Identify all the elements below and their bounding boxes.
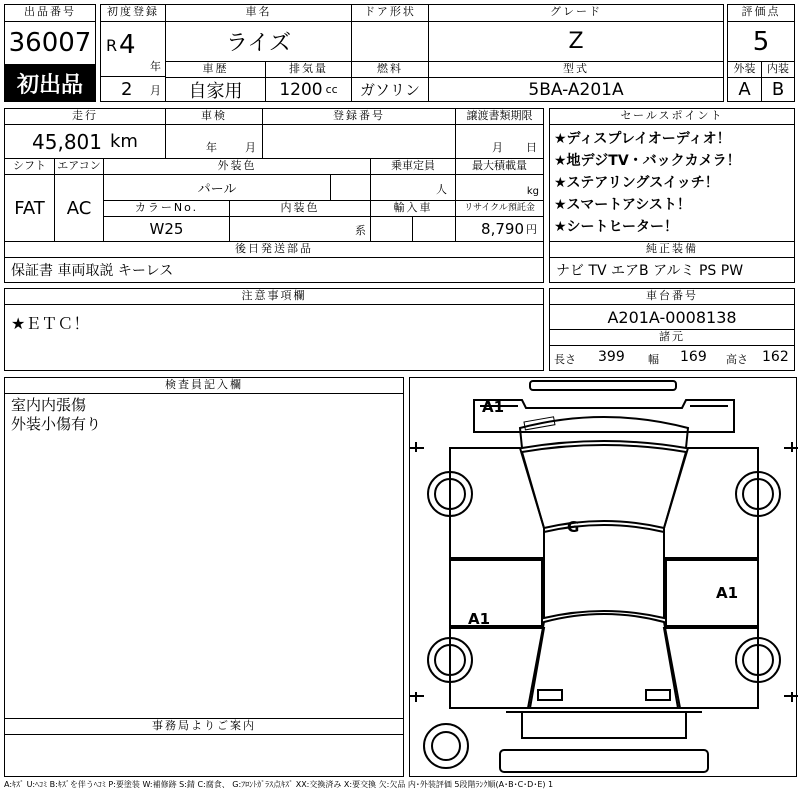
capacity-unit: 人 (436, 183, 447, 196)
inspector-label: 検査員記入欄 (4, 377, 404, 394)
history-value: 自家用 (165, 77, 266, 102)
car-name: ライズ (165, 21, 352, 62)
transfer-month-unit: 月 (492, 141, 503, 154)
displacement-cell (265, 77, 352, 102)
displacement-label: 排気量 (265, 61, 352, 78)
interior-label: 内装 (761, 61, 795, 78)
width-value: 169 (680, 349, 707, 365)
reg-no-value (262, 124, 456, 159)
fuel-label: 燃料 (351, 61, 429, 78)
first-reg-month-cell (100, 76, 166, 102)
inspector-line: 外装小傷有り (11, 415, 102, 433)
month-unit: 月 (150, 84, 161, 97)
capacity-cell (370, 174, 456, 201)
lot-no-label: 出品番号 (4, 4, 96, 22)
damage-mark: A1 (716, 584, 739, 602)
dims-label: 諸元 (549, 329, 795, 346)
grade-value: Z (428, 21, 724, 62)
office-notes (4, 734, 404, 777)
first-reg-label: 初度登録 (100, 4, 166, 22)
sales-point: ★ディスプレイオーディオ！ (554, 131, 731, 147)
damage-mark: G (567, 518, 580, 536)
max-load-unit: kg (526, 186, 539, 197)
ac-value: AC (54, 174, 104, 242)
inspection-label: 車検 (165, 108, 263, 125)
max-load-cell (455, 174, 544, 201)
shift-value: FAT (4, 174, 55, 242)
equip-label: 純正装備 (549, 241, 795, 258)
notes-label: 注意事項欄 (4, 288, 544, 305)
transfer-day-unit: 日 (526, 141, 537, 154)
mileage-unit: km (110, 131, 138, 152)
color-no-value: W25 (103, 216, 230, 242)
ext-color-label: 外装色 (103, 158, 371, 175)
car-damage-diagram (409, 377, 797, 777)
capacity-label: 乗車定員 (370, 158, 456, 175)
int-color-unit: 系 (355, 224, 366, 237)
notes-value: ★ＥＴＣ！ (4, 304, 544, 371)
era: R (106, 36, 118, 55)
displacement-value: 1200 (279, 79, 323, 100)
sales-points (549, 124, 795, 242)
first-reg-month: 2 (121, 79, 133, 100)
import-no (412, 216, 456, 242)
score-value: 5 (727, 21, 795, 62)
car-outline (410, 378, 798, 778)
import-yes (370, 216, 413, 242)
ext-color-value: パール (103, 174, 331, 201)
ac-label: エアコン (54, 158, 104, 175)
sales-point: ★地デジTV・バックカメラ！ (554, 153, 741, 169)
max-load-label: 最大積載量 (455, 158, 544, 175)
mileage-label: 走行 (4, 108, 166, 125)
legend: A:ｷｽﾞ U:ﾍｺﾐ B:ｷｽﾞを伴うﾍｺﾐ P:要塗装 W:補修跡 S:錆 C:腐食、 G:ﾌﾛﾝﾄｶﾞﾗｽ点ｷｽﾞ XX:交換済み X:要交換 欠:欠品 内･外装評価 5段階ﾗﾝｸ順(A･B･C･D･E) 1 (4, 780, 554, 789)
interior-grade: B (761, 77, 795, 102)
score-label: 評価点 (727, 4, 795, 22)
height-label: 高さ (726, 353, 748, 366)
grade-label: グレード (428, 4, 724, 22)
fuel-value: ガソリン (351, 77, 429, 102)
inspector-notes (4, 393, 404, 719)
displacement-unit: cc (325, 83, 338, 96)
mileage-cell (4, 124, 166, 159)
first-listing-badge: 初出品 (4, 64, 96, 102)
year-unit: 年 (150, 60, 161, 73)
exterior-grade: A (727, 77, 762, 102)
model-label: 型式 (428, 61, 724, 78)
inspection-year-unit: 年 (206, 141, 217, 154)
car-name-label: 車名 (165, 4, 352, 22)
import-label: 輸入車 (370, 200, 456, 217)
reg-no-label: 登録番号 (262, 108, 456, 125)
door-value (351, 21, 429, 62)
recycle-unit: 円 (526, 223, 537, 236)
recycle-value: 8,790 (481, 220, 524, 238)
office-label: 事務局よりご案内 (4, 718, 404, 735)
shift-label: シフト (4, 158, 55, 175)
history-label: 車歴 (165, 61, 266, 78)
inspection-cell (165, 124, 263, 159)
later-value: 保証書 車両取説 キーレス (4, 257, 544, 283)
sales-point: ★スマートアシスト！ (554, 197, 691, 213)
chassis-value: A201A-0008138 (549, 304, 795, 330)
color-no-label: カラーNo. (103, 200, 230, 217)
transfer-label: 譲渡書類期限 (455, 108, 544, 125)
inspector-line: 室内内張傷 (11, 396, 87, 414)
chassis-label: 車台番号 (549, 288, 795, 305)
first-reg-year: 4 (119, 30, 136, 60)
exterior-label: 外装 (727, 61, 762, 78)
lot-no: 36007 (4, 21, 96, 65)
dims-row (549, 345, 795, 371)
model-value: 5BA-A201A (428, 77, 724, 102)
transfer-cell (455, 124, 544, 159)
first-reg-year-cell (100, 21, 166, 77)
length-value: 399 (598, 349, 625, 365)
door-label: ドア形状 (351, 4, 429, 22)
length-label: 長さ (554, 353, 576, 366)
sales-label: セールスポイント (549, 108, 795, 125)
sales-point: ★ステアリングスイッチ！ (554, 175, 719, 191)
inspection-month-unit: 月 (245, 141, 256, 154)
mileage-value: 45,801 (32, 129, 102, 154)
equip-value: ナビ TV エアB アルミ PS PW (549, 257, 795, 283)
int-color-cell (229, 216, 371, 242)
sales-point: ★シートヒーター！ (554, 219, 678, 235)
int-color-label: 内装色 (229, 200, 371, 217)
recycle-label: リサイクル預託金 (455, 200, 544, 217)
ext-color-extra (330, 174, 371, 201)
recycle-cell (455, 216, 544, 242)
damage-mark: A1 (482, 398, 505, 416)
height-value: 162 (762, 349, 789, 365)
later-label: 後日発送部品 (4, 241, 544, 258)
width-label: 幅 (648, 353, 659, 366)
damage-mark: A1 (468, 610, 491, 628)
